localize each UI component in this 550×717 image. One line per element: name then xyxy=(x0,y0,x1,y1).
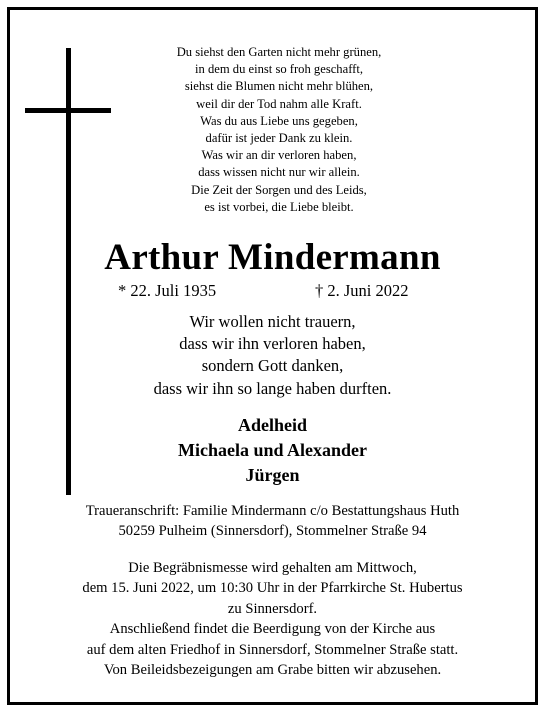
poem-line: Was du aus Liebe uns gegeben, xyxy=(200,113,358,128)
poem xyxy=(114,44,444,216)
poem-line: Was wir an dir verloren haben, xyxy=(201,148,357,163)
deceased-name: Arthur Mindermann xyxy=(104,237,441,278)
mourners-list xyxy=(10,413,535,488)
address-line: Traueranschrift: Familie Mindermann c/o Bestattungshaus Huth xyxy=(85,503,460,519)
poem-line: dafür ist jeder Dank zu klein. xyxy=(205,131,353,146)
poem-line: Du siehst den Garten nicht mehr grünen, xyxy=(176,45,382,59)
poem-line: siehst die Blumen nicht mehr blühen, xyxy=(184,79,374,94)
service-line: auf dem alten Friedhof in Sinnersdorf, Stommelner Straße statt. xyxy=(86,641,459,658)
death-date: † 2. Juni 2022 xyxy=(315,281,409,300)
saying-line: sondern Gott danken, xyxy=(201,356,344,376)
poem-line: weil dir der Tod nahm alle Kraft. xyxy=(196,96,362,111)
saying-line: dass wir ihn verloren haben, xyxy=(179,334,366,354)
service-line: Anschließend findet die Beerdigung von der Kirche aus xyxy=(109,621,436,638)
birth-date: * 22. Juli 1935 xyxy=(118,281,217,300)
service-line: zu Sinnersdorf. xyxy=(227,600,318,617)
service-line: Die Begräbnismesse wird gehalten am Mittwoch, xyxy=(128,560,417,576)
mourner-name: Michaela und Alexander xyxy=(177,440,367,460)
mourner-name: Adelheid xyxy=(237,415,307,435)
cross-horizontal-bar xyxy=(25,108,111,113)
poem-line: in dem du einst so froh geschafft, xyxy=(195,62,363,77)
obituary-notice xyxy=(7,7,538,705)
mourning-address xyxy=(10,501,535,541)
funeral-service-info xyxy=(10,558,535,680)
service-line: dem 15. Juni 2022, um 10:30 Uhr in der Pfarrkirche St. Hubertus xyxy=(82,580,463,597)
memorial-saying xyxy=(10,311,535,400)
poem-line: es ist vorbei, die Liebe bleibt. xyxy=(204,199,354,214)
address-line: 50259 Pulheim (Sinnersdorf), Stommelner Straße 94 xyxy=(118,523,427,539)
service-line: Von Beileidsbezeigungen am Grabe bitten wir abzusehen. xyxy=(103,662,442,679)
saying-line: Wir wollen nicht trauern, xyxy=(189,312,356,331)
poem-line: dass wissen nicht nur wir allein. xyxy=(198,165,360,180)
poem-line: Die Zeit der Sorgen und des Leids, xyxy=(191,182,367,197)
mourner-name: Jürgen xyxy=(245,465,300,485)
saying-line: dass wir ihn so lange haben durften. xyxy=(153,378,392,398)
